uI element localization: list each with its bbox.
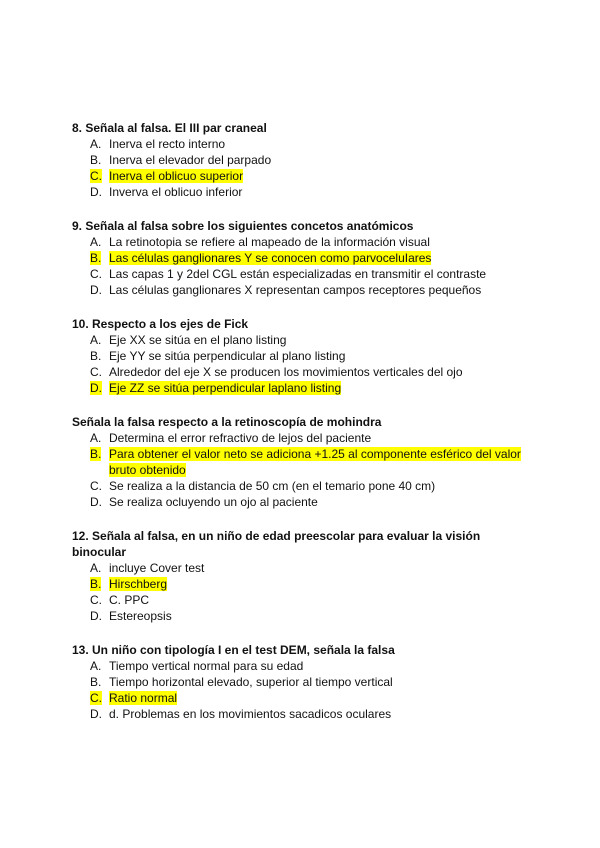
question-title: Señala la falsa respecto a la retinoscopía de mohindra <box>72 415 382 429</box>
option-b <box>72 250 532 266</box>
option-letter: D. <box>90 707 102 721</box>
option-letter: B. <box>90 251 102 265</box>
option-b <box>72 674 532 690</box>
option-letter: A. <box>90 333 102 347</box>
option-list <box>72 332 532 396</box>
option-letter: A. <box>90 431 102 445</box>
option-text: Eje XX se sitúa en el plano listing <box>109 333 287 347</box>
option-a <box>72 332 532 348</box>
option-text: Las células ganglionares Y se conocen como parvoceluIares <box>109 251 432 265</box>
option-d <box>72 494 532 510</box>
option-list <box>72 234 532 298</box>
question-title: 8. Señala al falsa. El III par craneal <box>72 121 267 135</box>
option-text: Hirschberg <box>109 577 168 591</box>
option-d <box>72 282 532 298</box>
option-letter: A. <box>90 561 102 575</box>
option-text: Se realiza ocluyendo un ojo al paciente <box>109 495 318 509</box>
option-text: incluye Cover test <box>109 561 205 575</box>
option-letter: C. <box>90 691 102 705</box>
option-text: Eje ZZ se sitúa perpendicular laplano listing <box>109 381 342 395</box>
option-letter: A. <box>90 659 102 673</box>
question-title: 13. Un niño con tipología I en el test DEM, señala la falsa <box>72 643 395 657</box>
option-list <box>72 136 532 200</box>
option-text: Inverva el oblicuo inferior <box>109 185 243 199</box>
option-letter: A. <box>90 235 102 249</box>
option-text: Las células ganglionares X representan campos receptores pequeños <box>109 283 482 297</box>
option-text: Inerva el elevador del parpado <box>109 153 272 167</box>
option-letter: C. <box>90 479 102 493</box>
option-list <box>72 658 532 722</box>
option-text: Tiempo vertical normal para su edad <box>109 659 304 673</box>
option-letter: B. <box>90 675 102 689</box>
question-11 <box>72 414 532 510</box>
option-d <box>72 184 532 200</box>
option-letter: C. <box>90 169 102 183</box>
option-letter: C. <box>90 267 102 281</box>
option-letter: D. <box>90 495 102 509</box>
option-letter: C. <box>90 365 102 379</box>
option-text: C. PPC <box>109 593 150 607</box>
question-12 <box>72 528 532 624</box>
option-c <box>72 690 532 706</box>
question-13 <box>72 642 532 722</box>
option-d <box>72 380 532 396</box>
option-list <box>72 560 532 624</box>
option-letter: C. <box>90 593 102 607</box>
option-text: d. Problemas en los movimientos sacadicos oculares <box>109 707 392 721</box>
question-title: 12. Señala al falsa, en un niño de edad preescolar para evaluar la visión binocular <box>72 529 481 559</box>
option-b <box>72 152 532 168</box>
option-a <box>72 560 532 576</box>
option-c <box>72 168 532 184</box>
option-c <box>72 266 532 282</box>
option-list <box>72 430 532 510</box>
question-title: 9. Señala al falsa sobre los siguientes concetos anatómicos <box>72 219 414 233</box>
question-list <box>72 120 532 740</box>
option-letter: B. <box>90 577 102 591</box>
option-text: Las capas 1 y 2del CGL están especializadas en transmitir el contraste <box>109 267 487 281</box>
option-a <box>72 234 532 250</box>
option-b <box>72 576 532 592</box>
option-a <box>72 136 532 152</box>
option-text: Eje YY se sitúa perpendicular al plano listing <box>109 349 346 363</box>
option-letter: D. <box>90 381 102 395</box>
option-text: Para obtener el valor neto se adiciona +1.25 al componente esférico del valor bruto obtenido <box>109 447 521 477</box>
question-title: 10. Respecto a los ejes de Fick <box>72 317 249 331</box>
option-letter: D. <box>90 185 102 199</box>
option-text: Tiempo horizontal elevado, superior al tiempo vertical <box>109 675 393 689</box>
question-10 <box>72 316 532 396</box>
option-letter: D. <box>90 609 102 623</box>
option-letter: A. <box>90 137 102 151</box>
option-d <box>72 706 532 722</box>
option-text: Inerva el oblicuo superior <box>109 169 244 183</box>
option-text: Inerva el recto interno <box>109 137 226 151</box>
option-b <box>72 348 532 364</box>
option-c <box>72 364 532 380</box>
option-text: Alrededor del eje X se producen los movimientos verticales del ojo <box>109 365 463 379</box>
option-b <box>72 446 532 478</box>
option-a <box>72 658 532 674</box>
option-text: Se realiza a la distancia de 50 cm (en el temario pone 40 cm) <box>109 479 436 493</box>
option-text: Ratio normal <box>109 691 178 705</box>
option-letter: B. <box>90 349 102 363</box>
option-a <box>72 430 532 446</box>
option-text: Determina el error refractivo de lejos del paciente <box>109 431 372 445</box>
option-c <box>72 592 532 608</box>
option-d <box>72 608 532 624</box>
question-8 <box>72 120 532 200</box>
option-letter: D. <box>90 283 102 297</box>
option-text: Estereopsis <box>109 609 172 623</box>
question-9 <box>72 218 532 298</box>
option-letter: B. <box>90 447 102 461</box>
option-text: La retinotopia se refiere al mapeado de la información visual <box>109 235 430 249</box>
option-letter: B. <box>90 153 102 167</box>
option-c <box>72 478 532 494</box>
